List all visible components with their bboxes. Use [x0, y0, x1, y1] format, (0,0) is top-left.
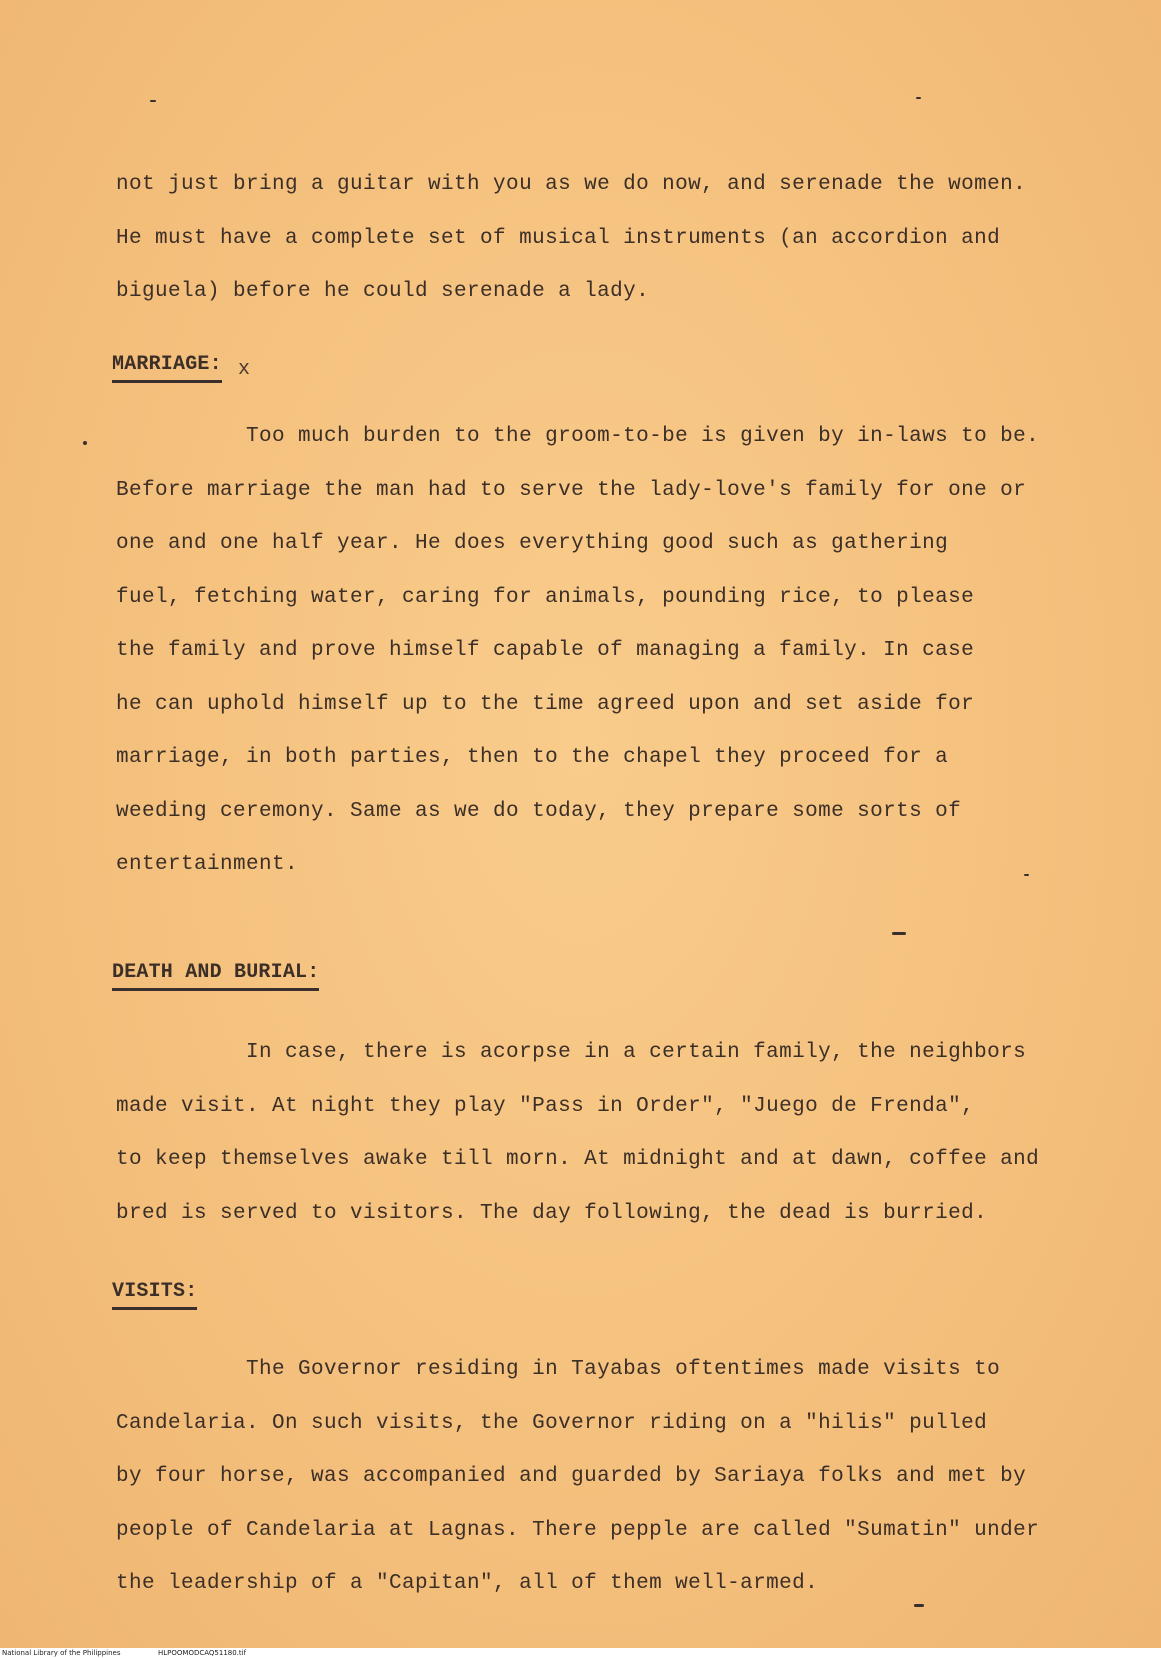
text-line: Too much burden to the groom-to-be is given by in-laws to be.	[116, 425, 1040, 448]
text-line: the leadership of a "Capitan", all of them well-armed.	[116, 1572, 819, 1595]
text-line: bred is served to visitors. The day following, the dead is burried.	[116, 1201, 988, 1225]
ink-speck	[150, 100, 156, 102]
text-line: the family and prove himself capable of managing a family. In case	[116, 639, 975, 662]
ink-speck	[892, 932, 906, 935]
text-line: fuel, fetching water, caring for animals, pounding rice, to please	[116, 585, 975, 609]
text-line: entertainment.	[116, 853, 299, 876]
text-line: The Governor residing in Tayabas oftentimes made visits to	[116, 1358, 1001, 1381]
visits-paragraph	[116, 1343, 1076, 1611]
text-line: marriage, in both parties, then to the chapel they proceed for a	[116, 746, 949, 769]
text-line: He must have a complete set of musical instruments (an accordion and	[116, 226, 1001, 250]
text-line: he can uphold himself up to the time agreed upon and set aside for	[116, 692, 975, 716]
intro-paragraph	[116, 158, 1076, 319]
margin-check-mark: x	[238, 358, 251, 381]
death-and-burial-paragraph	[116, 1026, 1076, 1240]
ink-speck	[916, 97, 921, 99]
ink-speck	[1024, 874, 1029, 876]
text-line: made visit. At night they play "Pass in Order", "Juego de Frenda",	[116, 1094, 975, 1118]
text-line: Candelaria. On such visits, the Governor riding on a "hilis" pulled	[116, 1411, 988, 1435]
footer-library-name: National Library of the Philippines	[2, 1649, 121, 1657]
ink-speck	[83, 441, 87, 445]
text-line: not just bring a guitar with you as we do now, and serenade the women.	[116, 173, 1027, 196]
text-line: to keep themselves awake till morn. At midnight and at dawn, coffee and	[116, 1148, 1040, 1171]
section-heading-marriage: MARRIAGE:	[112, 352, 222, 383]
section-heading-visits: VISITS:	[112, 1279, 197, 1310]
text-line: In case, there is acorpse in a certain family, the neighbors	[116, 1041, 1027, 1064]
footer-file-id: HLPOOMODCAQ51180.tif	[158, 1649, 247, 1657]
section-heading-death-and-burial: DEATH AND BURIAL:	[112, 960, 319, 991]
scan-footer	[0, 1648, 1161, 1658]
text-line: biguela) before he could serenade a lady.	[116, 280, 650, 303]
text-line: by four horse, was accompanied and guarded by Sariaya folks and met by	[116, 1465, 1027, 1488]
text-line: people of Candelaria at Lagnas. There pepple are called "Sumatin" under	[116, 1518, 1040, 1542]
ink-speck	[914, 1604, 924, 1607]
text-line: one and one half year. He does everything good such as gathering	[116, 532, 949, 555]
marriage-paragraph	[116, 410, 1076, 892]
text-line: weeding ceremony. Same as we do today, they prepare some sorts of	[116, 799, 962, 823]
text-line: Before marriage the man had to serve the lady-love's family for one or	[116, 478, 1027, 502]
